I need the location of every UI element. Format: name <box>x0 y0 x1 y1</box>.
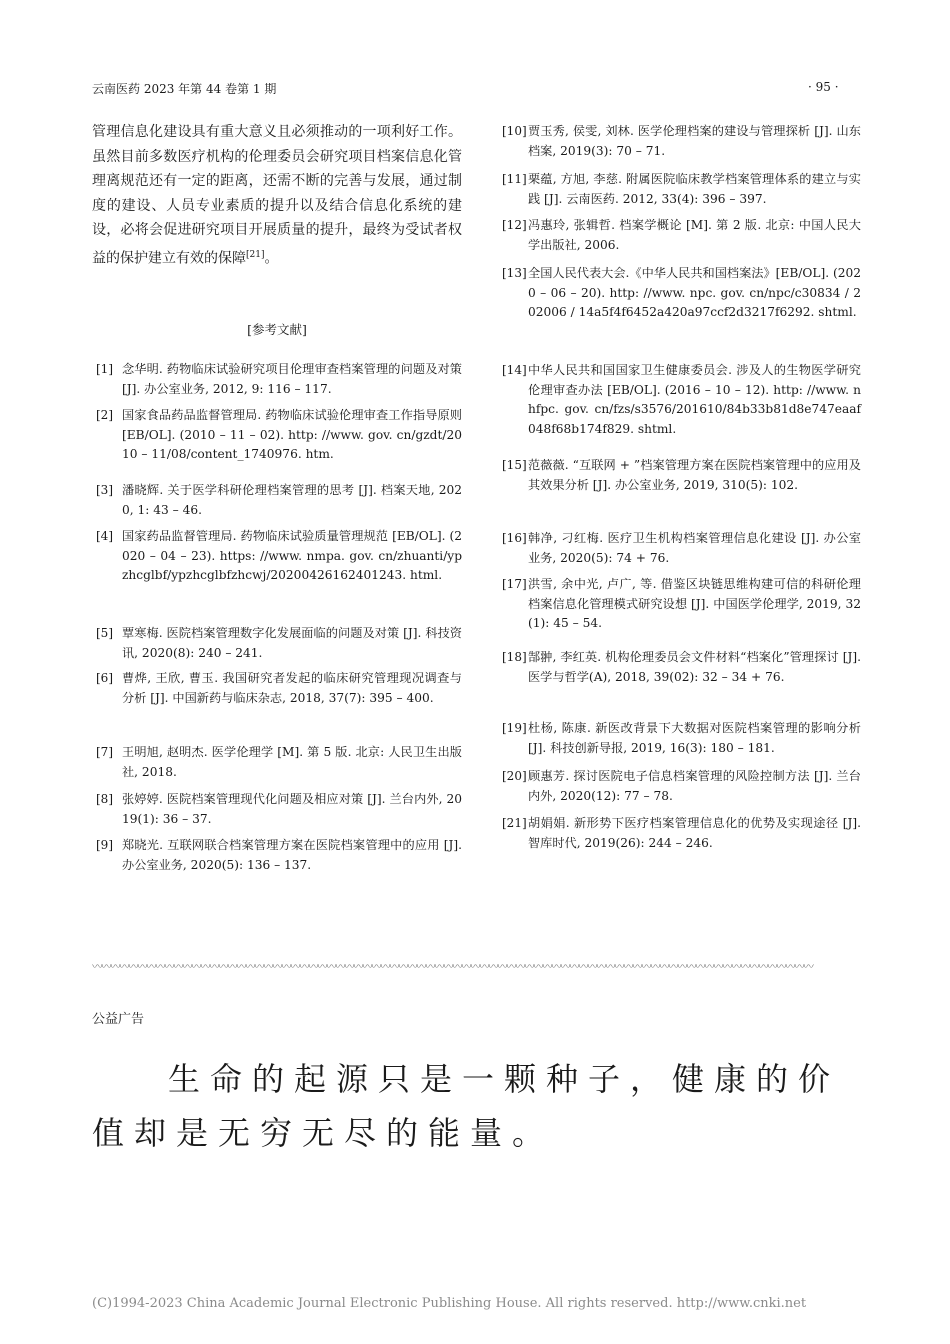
reference-text: 王明旭, 赵明杰. 医学伦理学 [M]. 第 5 版. 北京: 人民卫生出版社, 2018. <box>122 745 462 779</box>
reference-text: 郜翀, 李红英. 机构伦理委员会文件材料“档案化”管理探讨 [J]. 医学与哲学(A), 2018, 39(02): 32 – 34 + 76. <box>528 650 861 684</box>
reference-text: 洪雪, 余中光, 卢广, 等. 借鉴区块链思维构建可信的科研伦理档案信息化管理模式研究设想 [J]. 中国医学伦理学, 2019, 32(1): 45 – 54. <box>528 577 861 630</box>
reference-number: [8] <box>96 792 113 806</box>
reference-number: [7] <box>96 745 113 759</box>
reference-number: [5] <box>96 626 113 640</box>
reference-text: 曹烨, 王欣, 曹玉. 我国研究者发起的临床研究管理现况调查与分析 [J]. 中国新药与临床杂志, 2018, 37(7): 395 – 400. <box>122 671 462 705</box>
ad-label: 公益广告 <box>92 1012 145 1027</box>
conclusion-text: 管理信息化建设具有重大意义且必须推动的一项利好工作。虽然目前多数医疗机构的伦理委员会研究项目档案信息化管理离规范还有一定的距离，还需不断的完善与发展，通过制度的建设、人员专业素质的提升以及结合信息化系统的建设，必将会促进研究项目开展质量的提升，最终为受试者权益的保护建立有效的保障 <box>92 124 462 267</box>
reference-number: [20] <box>502 769 527 783</box>
conclusion-paragraph <box>92 120 462 271</box>
reference-number: [1] <box>96 362 113 376</box>
reference-number: [11] <box>502 172 527 186</box>
reference-number: [15] <box>502 458 527 472</box>
reference-number: [12] <box>502 218 527 232</box>
reference-text: 范薇薇. “互联网 + ”档案管理方案在医院档案管理中的应用及其效果分析 [J]. 办公室业务, 2019, 310(5): 102. <box>528 458 861 492</box>
reference-number: [2] <box>96 408 113 422</box>
reference-number: [18] <box>502 650 527 664</box>
ornamental-divider: 〰〰〰〰〰〰〰〰〰〰〰〰〰〰〰〰〰〰〰〰〰〰〰〰〰〰〰〰〰〰〰〰〰〰〰〰〰〰〰〰〰〰〰〰〰〰〰〰〰〰〰〰〰〰〰〰〰〰〰〰〰〰〰〰〰〰〰〰〰〰〰〰〰〰〰〰〰〰〰〰 <box>92 960 812 970</box>
reference-text: 覃寒梅. 医院档案管理数字化发展面临的问题及对策 [J]. 科技资讯, 2020(8): 240 – 241. <box>122 626 462 660</box>
reference-number: [14] <box>502 363 527 377</box>
reference-number: [16] <box>502 531 527 545</box>
references-heading: [参考文献] <box>247 322 307 337</box>
reference-number: [4] <box>96 529 113 543</box>
reference-text: 国家药品监督管理局. 药物临床试验质量管理规范 [EB/OL]. (2020 – 04 – 23). https: //www. nmpa. gov. cn/zhuanti/ypzhcglbf/ypzhcglbfzhcwj/20200426162401243. html. <box>122 529 462 582</box>
reference-number: [21] <box>502 816 527 830</box>
reference-number: [10] <box>502 124 527 138</box>
reference-text: 杜杨, 陈康. 新医改背景下大数据对医院档案管理的影响分析 [J]. 科技创新导报, 2019, 16(3): 180 – 181. <box>528 721 861 755</box>
reference-text: 念华明. 药物临床试验研究项目伦理审查档案管理的问题及对策 [J]. 办公室业务, 2012, 9: 116 – 117. <box>122 362 462 396</box>
journal-header: 云南医药 2023 年第 44 卷第 1 期 <box>92 82 277 96</box>
reference-text: 潘晓辉. 关于医学科研伦理档案管理的思考 [J]. 档案天地, 2020, 1: 43 – 46. <box>122 483 462 517</box>
reference-text: 冯惠玲, 张辑哲. 档案学概论 [M]. 第 2 版. 北京: 中国人民大学出版社, 2006. <box>528 218 861 252</box>
reference-text: 国家食品药品监督管理局. 药物临床试验伦理审查工作指导原则 [EB/OL]. (2010 – 11 – 02). http: //www. gov. cn/gzdt/2010 – 11/08/content_1740976. htm. <box>122 408 462 461</box>
page-number: · 95 · <box>808 80 839 94</box>
copyright-footer: (C)1994-2023 China Academic Journal Electronic Publishing House. All rights reserved. http://www.cnki.net <box>92 1296 807 1311</box>
reference-text: 胡娟娟. 新形势下医疗档案管理信息化的优势及实现途径 [J]. 智库时代, 2019(26): 244 – 246. <box>528 816 861 850</box>
citation-marker: [21] <box>246 249 265 260</box>
reference-number: [13] <box>502 266 527 280</box>
reference-number: [17] <box>502 577 527 591</box>
reference-text: 栗蕴, 方旭, 李慈. 附属医院临床教学档案管理体系的建立与实践 [J]. 云南医药. 2012, 33(4): 396 – 397. <box>528 172 861 206</box>
reference-text: 张婷婷. 医院档案管理现代化问题及相应对策 [J]. 兰台内外, 2019(1): 36 – 37. <box>122 792 462 826</box>
reference-text: 韩净, 刁红梅. 医疗卫生机构档案管理信息化建设 [J]. 办公室业务, 2020(5): 74 + 76. <box>528 531 861 565</box>
reference-text: 全国人民代表大会.《中华人民共和国档案法》[EB/OL]. (2020 – 06 – 20). http: //www. npc. gov. cn/npc/c30834 / 202006 / 14a5f4f6452a420a97ccf2d3217f6292. shtml. <box>528 266 861 319</box>
ad-slogan: 生命的起源只是一颗种子，健康的价值却是无穷无尽的能量。 <box>92 1060 841 1152</box>
reference-text: 中华人民共和国国家卫生健康委员会. 涉及人的生物医学研究伦理审查办法 [EB/OL]. (2016 – 10 – 12). http: //www. nhfpc. gov. cn/fzs/s3576/201610/84b33b81d8e747eaaf048f68b174f829. shtml. <box>528 363 861 436</box>
reference-text: 郑晓光. 互联网联合档案管理方案在医院档案管理中的应用 [J]. 办公室业务, 2020(5): 136 – 137. <box>122 838 462 872</box>
reference-text: 贾玉秀, 侯雯, 刘林. 医学伦理档案的建设与管理探析 [J]. 山东档案, 2019(3): 70 – 71. <box>528 124 861 158</box>
reference-number: [6] <box>96 671 113 685</box>
reference-number: [9] <box>96 838 113 852</box>
reference-text: 顾惠芳. 探讨医院电子信息档案管理的风险控制方法 [J]. 兰台内外, 2020(12): 77 – 78. <box>528 769 861 803</box>
reference-number: [19] <box>502 721 527 735</box>
reference-number: [3] <box>96 483 113 497</box>
conclusion-end: 。 <box>264 250 279 267</box>
